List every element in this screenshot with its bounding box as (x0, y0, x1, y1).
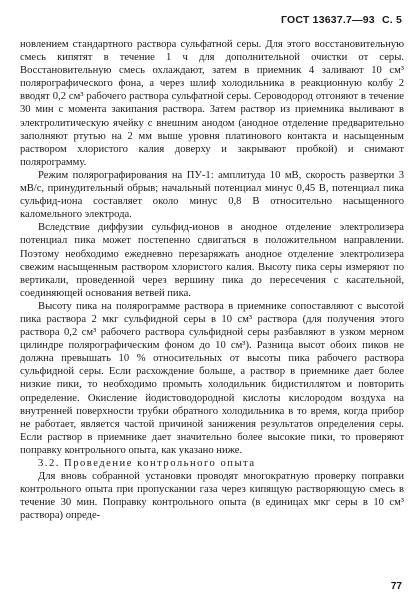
paragraph-continuation: новлением стандартного раствора сульфатной серы. Для этого восстановительную смесь кипятят в течение 1 ч для дополнительной очистки от серы. Восстановительную смесь охлаждают, затем в приемник 4 заливают 10 см³ полярографического фона, а через шлиф холодильника в реакционную колбу 2 вводят 0,2 см³ рабочего раствора сульфатной серы. Сероводород отгоняют в течение 30 мин с момента закипания раствора. Затем раствор из приемника выливают в электролитическую ячейку с внешним анодом (анодное отделение предварительно заполняют ртутью на 2 мм выше уровня платинового контакта и насыщенным раствором хлористого калия доверху и закрывают пробкой) и снимают полярограмму. (20, 39, 404, 168)
document-body (20, 38, 404, 522)
header-page-label: С. 5 (381, 14, 402, 26)
section-title: Проведение контрольного опыта (64, 458, 256, 469)
section-heading (20, 457, 404, 470)
paragraph-control-test: Для вновь собранной установки проводят многократную проверку поправки контрольного опыта при пропускании газа через кипящую растворяющую смесь в течение 30 мин. Поправку контрольного опыта (в единицах мкг серы в 10 см³ раствора) опреде- (20, 471, 404, 522)
running-header (277, 14, 402, 26)
paragraph-diffusion: Вследствие диффузии сульфид-ионов в анодное отделение электролизера потенциал пика может постепенно сдвигаться в положительном направлении. Поэтому необходимо ежедневно перезаряжать анодное отделение электролизера свежим насыщенным раствором хлористого калия. Высоту пика серы измеряют по вертикали, проведенной через вершину пика до пересечения с касательной, соединяющей основания ветвей пика. (20, 222, 404, 299)
paragraph-peak-height: Высоту пика на полярограмме раствора в приемнике сопоставляют с высотой пика раствора 2 мкг сульфидной серы в 10 см³ раствора (для получения этого раствора 0,2 см³ рабочего раствора сульфидной серы разбавляют в узком мерном цилиндре полярографическим фоном до 10 см³). Разница высот обоих пиков не должна превышать 10 % относительных от высоты пика рабочего раствора сульфидной серы. Если расхождение больше, а раствор в приемнике дает более низкие пики, то необходимо промыть холодильник бидистиллятом и повторить определение. Окисление йодистоводородной кислоты кислородом воздуха на внутренней поверхности трубки обратного холодильника в то время, когда прибор не работает, является частой причиной занижения результатов определения серы. Если раствор в приемнике дает значительно более высокие пики, то проверяют поправку контрольного опыта, как указано ниже. (20, 300, 404, 456)
section-number: 3.2. (38, 458, 60, 469)
page-number: 77 (390, 581, 402, 592)
standard-designation: ГОСТ 13637.7—93 (281, 14, 375, 26)
paragraph-polarography-mode: Режим полярографирования на ПУ-1: амплитуда 10 мВ, скорость развертки 3 мВ/с, принудительный обрыв; начальный потенциал минус 0,45 В, потенциал пика сульфид-иона составляет около минус 0,8 В относительно насыщенного каломельного электрода. (20, 169, 404, 221)
